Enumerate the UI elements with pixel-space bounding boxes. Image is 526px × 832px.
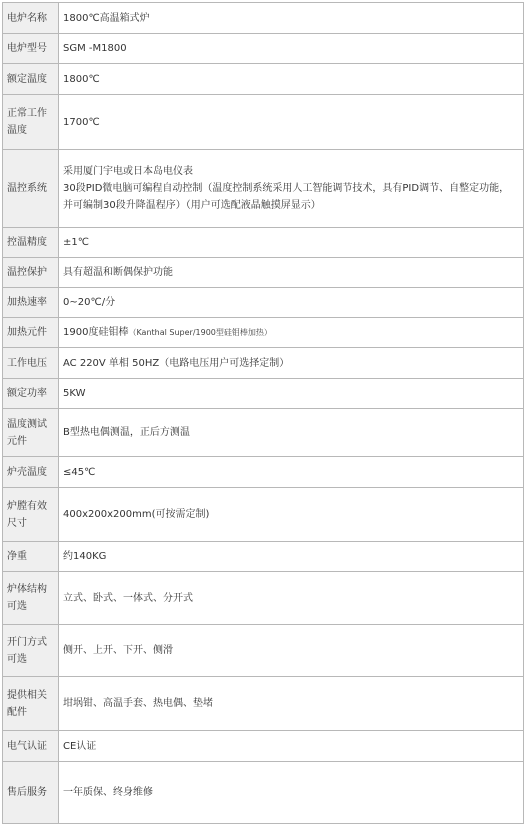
row-value bbox=[59, 150, 524, 228]
table-row bbox=[3, 542, 524, 572]
table-row bbox=[3, 34, 524, 64]
table-row bbox=[3, 409, 524, 457]
table-row bbox=[3, 348, 524, 379]
row-label: 温控保护 bbox=[3, 258, 59, 288]
row-label: 控温精度 bbox=[3, 228, 59, 258]
row-value: 具有超温和断偶保护功能 bbox=[59, 258, 524, 288]
row-value: ±1℃ bbox=[59, 228, 524, 258]
table-row bbox=[3, 228, 524, 258]
row-value: AC 220V 单相 50HZ（电路电压用户可选择定制） bbox=[59, 348, 524, 379]
table-row bbox=[3, 457, 524, 488]
table-row bbox=[3, 762, 524, 824]
table-row bbox=[3, 677, 524, 731]
table-row bbox=[3, 95, 524, 150]
table-row bbox=[3, 258, 524, 288]
value-line: 采用厦门宇电或日本岛电仪表 bbox=[63, 166, 193, 177]
table-row bbox=[3, 64, 524, 95]
row-value bbox=[59, 318, 524, 348]
row-value: SGM -M1800 bbox=[59, 34, 524, 64]
row-label: 正常工作温度 bbox=[3, 95, 59, 150]
row-value: 1800℃ bbox=[59, 64, 524, 95]
table-row bbox=[3, 572, 524, 625]
table-row bbox=[3, 488, 524, 542]
table-row bbox=[3, 379, 524, 409]
row-value: 约140KG bbox=[59, 542, 524, 572]
row-label: 电炉型号 bbox=[3, 34, 59, 64]
table-row bbox=[3, 625, 524, 677]
spec-table bbox=[2, 2, 524, 824]
row-value: 一年质保、终身维修 bbox=[59, 762, 524, 824]
row-value: ≤45℃ bbox=[59, 457, 524, 488]
table-row bbox=[3, 731, 524, 762]
row-value: 坩埚钳、高温手套、热电偶、垫堵 bbox=[59, 677, 524, 731]
row-value: 5KW bbox=[59, 379, 524, 409]
value-text: 1900度硅钼棒 bbox=[63, 327, 129, 338]
row-label: 加热速率 bbox=[3, 288, 59, 318]
table-row bbox=[3, 288, 524, 318]
row-label: 炉膛有效尺寸 bbox=[3, 488, 59, 542]
row-value: 侧开、上开、下开、侧滑 bbox=[59, 625, 524, 677]
row-value: B型热电偶测温，正后方测温 bbox=[59, 409, 524, 457]
row-label: 工作电压 bbox=[3, 348, 59, 379]
row-label: 售后服务 bbox=[3, 762, 59, 824]
row-label: 电炉名称 bbox=[3, 3, 59, 34]
row-value: 0~20℃/分 bbox=[59, 288, 524, 318]
row-label: 净重 bbox=[3, 542, 59, 572]
row-label: 炉壳温度 bbox=[3, 457, 59, 488]
row-value: 立式、卧式、一体式、分开式 bbox=[59, 572, 524, 625]
value-note: （Kanthal Super/1900型硅钼棒加热） bbox=[128, 328, 272, 337]
row-label: 额定功率 bbox=[3, 379, 59, 409]
row-label: 温度测试元件 bbox=[3, 409, 59, 457]
value-line: 30段PID微电脑可编程自动控制（温度控制系统采用人工智能调节技术，具有PID调节、自整定功能，并可编制30段升降温程序）（用户可选配液晶触摸屏显示） bbox=[63, 183, 510, 211]
table-row bbox=[3, 150, 524, 228]
row-label: 提供相关配件 bbox=[3, 677, 59, 731]
row-label: 额定温度 bbox=[3, 64, 59, 95]
row-label: 电气认证 bbox=[3, 731, 59, 762]
table-row bbox=[3, 3, 524, 34]
row-value: CE认证 bbox=[59, 731, 524, 762]
row-value: 400x200x200mm(可按需定制) bbox=[59, 488, 524, 542]
row-value: 1700℃ bbox=[59, 95, 524, 150]
row-label: 温控系统 bbox=[3, 150, 59, 228]
row-value: 1800℃高温箱式炉 bbox=[59, 3, 524, 34]
row-label: 加热元件 bbox=[3, 318, 59, 348]
row-label: 开门方式可选 bbox=[3, 625, 59, 677]
table-row bbox=[3, 318, 524, 348]
row-label: 炉体结构可选 bbox=[3, 572, 59, 625]
